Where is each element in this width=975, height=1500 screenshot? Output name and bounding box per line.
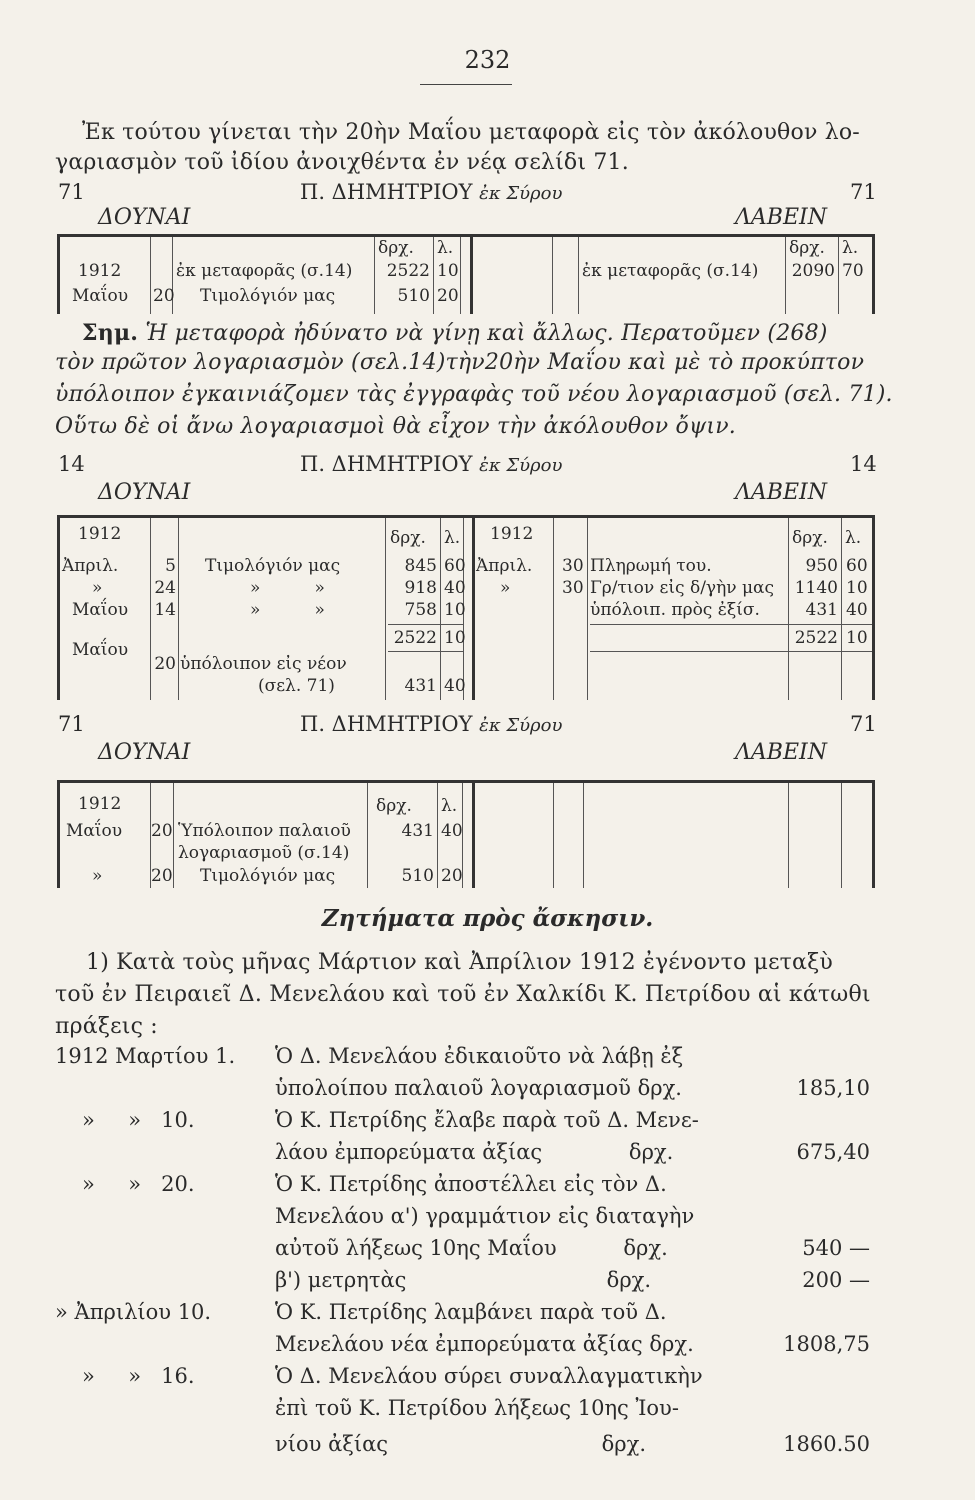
account2-left-row1-lep: 60 [444, 556, 466, 576]
account1-drx-header-right: δρχ. [789, 238, 825, 258]
account2-lep-header-right: λ. [845, 528, 862, 548]
account2-right-row2-month: » [500, 578, 511, 598]
account3-row1-lep: 40 [441, 821, 463, 841]
account3-row1-desc1: Ὑπόλοιπον παλαιοῦ [178, 821, 351, 841]
account2-right-total-drx: 2522 [794, 628, 838, 648]
account3-year: 1912 [78, 794, 122, 814]
account2-page-right: 14 [850, 452, 877, 476]
note-line-3: ὑπόλοιπον ἐγκαινιάζομεν τὰς ἐγγραφὰς τοῦ νέου λογαριασμοῦ (σελ. 71). [55, 382, 893, 407]
exercises-para-line-1: 1) Κατὰ τοὺς μῆνας Μάρτιον καὶ Ἀπρίλιον 1912 ἐγένοντο μεταξὺ [86, 950, 834, 975]
exercise-entry-1-line-1: Ὁ Δ. Μενελάου ἐδικαιοῦτο νὰ λάβῃ ἐξ [275, 1044, 684, 1068]
exercise-entry-1-amount: 185,10 [796, 1076, 870, 1100]
account2-left-row2-day: 24 [154, 578, 176, 598]
account1-right-border [872, 234, 875, 314]
account2-right-row1-drx: 950 [805, 556, 838, 576]
account2-left-row1-month: Ἀπριλ. [62, 556, 119, 576]
account3-row1-drx: 431 [401, 821, 434, 841]
note-label: Σημ. [82, 320, 139, 346]
account2-page-left: 14 [58, 452, 85, 476]
account2-left-row2-lep: 40 [444, 578, 466, 598]
account1-page-left: 71 [58, 180, 85, 204]
account1-credit-label: ΛΑΒΕΙΝ [735, 205, 827, 230]
account2-left-final-day: 20 [154, 654, 176, 674]
account1-left-row2-desc: Τιμολόγιόν μας [200, 286, 336, 306]
account1-right-row1-drx: 2090 [791, 261, 835, 281]
account2-right-row3-lep: 40 [846, 600, 868, 620]
note-line-2: τὸν πρῶτον λογαριασμὸν (σελ.14)τὴν20ὴν Μαΐου καὶ μὲ τὸ προκύπτον [55, 350, 865, 375]
account3-debit-label: ΔΟΥΝΑΙ [98, 740, 191, 765]
account1-left-border [57, 234, 60, 314]
exercise-entry-2-amount: 675,40 [796, 1140, 870, 1164]
exercise-entry-1-line-2: ὑπολοίπου παλαιοῦ λογαριασμοῦ δρχ. [275, 1076, 682, 1100]
exercise-entry-5-line-2: Μενελάου νέα ἐμπορεύματα ἀξίας δρχ. [275, 1332, 694, 1356]
account2-left-row2-drx: 918 [404, 578, 437, 598]
account1-day: 20 [153, 286, 175, 306]
account1-debit-label: ΔΟΥΝΑΙ [98, 205, 191, 230]
account2-debit-label: ΔΟΥΝΑΙ [98, 480, 191, 505]
account2-lep-header-left: λ. [444, 528, 461, 548]
account3-drx-header: δρχ. [376, 796, 412, 816]
account2-right-row1-day: 30 [562, 556, 584, 576]
account1-year: 1912 [78, 261, 122, 281]
account2-left-total-drx: 2522 [393, 628, 437, 648]
account2-right-row2-drx: 1140 [794, 578, 838, 598]
account2-left-row3-day: 14 [154, 600, 176, 620]
account3-top-rule [57, 780, 875, 783]
exercise-entry-3-line-2: Μενελάου α') γραμμάτιον εἰς διαταγὴν [275, 1204, 695, 1228]
account2-right-row1-desc: Πληρωμή του. [590, 556, 712, 576]
account1-title: Π. ΔΗΜΗΤΡΙΟΥ ἐκ Σύρου [300, 180, 563, 204]
exercise-entry-3-date: » » 20. [82, 1172, 195, 1196]
account2-left-final-lep: 40 [444, 676, 466, 696]
account1-lep-header-left: λ. [437, 238, 454, 258]
account2-left-row3-drx: 758 [404, 600, 437, 620]
account3-row2-desc1: Τιμολόγιόν μας [200, 866, 336, 886]
account3-page-right: 71 [850, 712, 877, 736]
account3-credit-label: ΛΑΒΕΙΝ [735, 740, 827, 765]
account3-page-left: 71 [58, 712, 85, 736]
exercise-entry-5-date: » Ἀπριλίου 10. [55, 1300, 212, 1324]
account3-row2-day: 20 [151, 866, 173, 886]
account2-left-row1-desc: Τιμολόγιόν μας [205, 556, 341, 576]
account1-top-rule [57, 234, 875, 237]
account3-row1-month: Μαΐου [66, 821, 123, 841]
exercise-entry-4-amount: 200 — [802, 1268, 870, 1292]
account1-page-right: 71 [850, 180, 877, 204]
intro-line-1: Ἐκ τούτου γίνεται τὴν 20ὴν Μαΐου μεταφορὰ εἰς τὸν ἀκόλουθον λο- [82, 120, 860, 145]
account1-left-row2-lep: 20 [437, 286, 459, 306]
account1-left-row1-lep: 10 [437, 261, 459, 281]
account2-right-row2-lep: 10 [846, 578, 868, 598]
account2-title: Π. ΔΗΜΗΤΡΙΟΥ ἐκ Σύρου [300, 452, 563, 476]
account1-left-row2-drx: 510 [397, 286, 430, 306]
account1-drx-header-left: δρχ. [378, 238, 414, 258]
account2-right-row2-desc: Γρ/τιον εἰς δ/γὴν μας [590, 578, 775, 598]
account3-row2-month: » [92, 866, 103, 886]
note-text-1: Ἡ μεταφορὰ ἠδύνατο νὰ γίνῃ καὶ ἄλλως. Περατοῦμεν (268) [145, 321, 828, 346]
account3-row1-day: 20 [151, 821, 173, 841]
account1-left-row1-drx: 2522 [386, 261, 430, 281]
account2-left-row2-desc: » » [250, 578, 325, 598]
page-number: 232 [464, 46, 511, 74]
exercises-heading: Ζητήματα πρὸς ἄσκησιν. [321, 905, 654, 932]
exercise-entry-3-line-3: αὐτοῦ λήξεως 10ης Μαΐου δρχ. [275, 1236, 668, 1260]
exercise-entry-2-date: » » 10. [82, 1108, 195, 1132]
account1-center-border [470, 234, 473, 314]
account2-credit-label: ΛΑΒΕΙΝ [735, 480, 827, 505]
account3-lep-header: λ. [441, 796, 458, 816]
account2-left-row3-month: Μαΐου [72, 600, 129, 620]
account3-row2-drx: 510 [401, 866, 434, 886]
account2-left-row2-month: » [92, 578, 103, 598]
exercise-entry-1-date: 1912 Μαρτίου 1. [55, 1044, 236, 1068]
account1-month: Μαΐου [72, 286, 129, 306]
exercise-entry-5-line-1: Ὁ Κ. Πετρίδης λαμβάνει παρὰ τοῦ Δ. [275, 1300, 667, 1324]
exercises-para-line-3: πράξεις : [55, 1014, 158, 1039]
account1-left-row1-desc: ἐκ μεταφορᾶς (σ.14) [176, 261, 353, 281]
note-line-4: Οὕτω δὲ οἱ ἄνω λογαριασμοὶ θὰ εἶχον τὴν ἀκόλουθον ὄψιν. [55, 414, 737, 439]
exercise-entry-3-amount: 540 — [802, 1236, 870, 1260]
account2-left-row1-drx: 845 [404, 556, 437, 576]
exercise-entry-5-amount: 1808,75 [783, 1332, 870, 1356]
exercise-entry-2-line-1: Ὁ Κ. Πετρίδης ἔλαβε παρὰ τοῦ Δ. Μενε- [275, 1108, 699, 1132]
exercise-entry-6-line-1: Ὁ Δ. Μενελάου σύρει συναλλαγματικὴν [275, 1364, 703, 1388]
account2-left-year: 1912 [78, 524, 122, 544]
exercises-para-line-2: τοῦ ἐν Πειραιεῖ Δ. Μενελάου καὶ τοῦ ἐν Χαλκίδι Κ. Πετρίδου αἱ κάτωθι [55, 982, 871, 1007]
account2-drx-header-left: δρχ. [390, 528, 426, 548]
account2-drx-header-right: δρχ. [792, 528, 828, 548]
account2-left-final-drx: 431 [404, 676, 437, 696]
exercise-entry-6-line-3: νίου ἀξίας δρχ. [275, 1432, 647, 1456]
exercise-entry-3-line-1: Ὁ Κ. Πετρίδης ἀποστέλλει εἰς τὸν Δ. [275, 1172, 667, 1196]
account2-left-final-desc1: ὑπόλοιπον εἰς νέον [180, 654, 347, 674]
account1-right-row1-lep: 70 [842, 261, 864, 281]
account2-right-row1-month: Ἀπριλ. [476, 556, 533, 576]
account3-row2-lep: 20 [441, 866, 463, 886]
account2-left-row3-desc: » » [250, 600, 325, 620]
intro-line-2: γαριασμὸν τοῦ ἰδίου ἀνοιχθέντα ἐν νέᾳ σελίδι 71. [55, 150, 629, 175]
account2-right-row2-day: 30 [562, 578, 584, 598]
account3-row1-desc2: λογαριασμοῦ (σ.14) [178, 843, 350, 863]
exercise-entry-2-line-2: λάου ἐμπορεύματα ἀξίας δρχ. [275, 1140, 674, 1164]
account2-left-final-month: Μαΐου [72, 640, 129, 660]
account1-lep-header-right: λ. [842, 238, 859, 258]
account2-left-total-lep: 10 [444, 628, 466, 648]
account2-right-year: 1912 [490, 524, 534, 544]
page-number-rule [420, 84, 512, 85]
account2-right-row3-desc: ὑπόλοιπ. πρὸς ἐξίσ. [590, 600, 760, 620]
account2-right-row1-lep: 60 [846, 556, 868, 576]
account3-title: Π. ΔΗΜΗΤΡΙΟΥ ἐκ Σύρου [300, 712, 563, 736]
exercise-entry-6-date: » » 16. [82, 1364, 195, 1388]
note-line-1 [82, 320, 828, 346]
account2-right-row3-drx: 431 [805, 600, 838, 620]
account2-left-row3-lep: 10 [444, 600, 466, 620]
account2-left-row1-day: 5 [165, 556, 176, 576]
exercise-entry-6-line-2: ἐπὶ τοῦ Κ. Πετρίδου λήξεως 10ης Ἰου- [275, 1396, 679, 1420]
account2-top-rule [57, 515, 875, 518]
exercise-entry-4-line-1: β') μετρητὰς δρχ. [275, 1268, 652, 1292]
account1-right-row1-desc: ἐκ μεταφορᾶς (σ.14) [582, 261, 759, 281]
account2-left-final-desc2: (σελ. 71) [258, 676, 335, 696]
account2-right-total-lep: 10 [846, 628, 868, 648]
exercise-entry-6-amount: 1860.50 [783, 1432, 870, 1456]
